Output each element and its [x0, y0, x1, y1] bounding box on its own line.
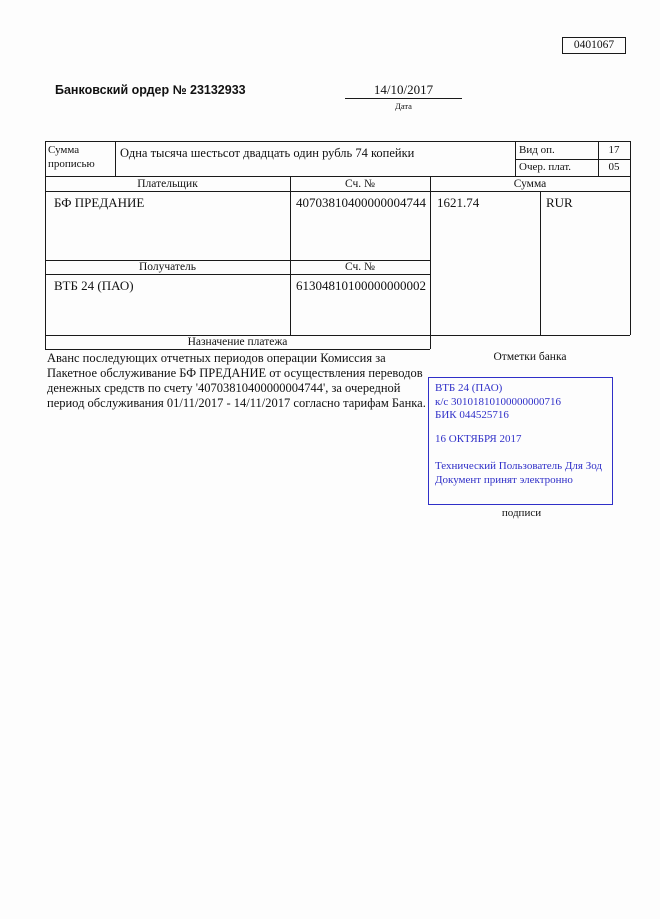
op-kind-value: 17 — [608, 144, 620, 156]
purpose-header: Назначение платежа — [187, 336, 288, 348]
amount-in-words-text: Одна тысяча шестьсот двадцать один рубль 74 копейки — [120, 146, 415, 160]
bank-stamp-box — [428, 377, 613, 505]
payer-section-header: Плательщик — [137, 178, 198, 190]
table-border-opkind-divider — [515, 159, 630, 160]
signatures-label: подписи — [501, 507, 542, 519]
payee-account: 61304810100000000002 — [296, 278, 426, 293]
table-border-payee-header-bottom — [45, 274, 430, 275]
amount-header: Сумма — [513, 178, 547, 190]
payer-account: 40703810400000004744 — [296, 195, 426, 210]
payee-section-header: Получатель — [138, 261, 197, 273]
stamp-bank-name: ВТБ 24 (ПАО) — [435, 382, 503, 394]
form-code-box — [562, 37, 626, 54]
payment-priority-value: 05 — [608, 161, 620, 173]
stamp-user: Технический Пользователь Для Зод — [435, 460, 603, 472]
payee-name: ВТБ 24 (ПАО) — [54, 278, 134, 293]
form-code: 0401067 — [573, 39, 615, 51]
bank-marks-header: Отметки банка — [493, 351, 567, 363]
date-underline — [345, 98, 462, 99]
table-border-right — [630, 141, 631, 335]
payee-account-header: Сч. № — [344, 261, 376, 273]
date-value: 14/10/2017 — [373, 82, 434, 97]
purpose-text: Аванс последующих отчетных периодов операции Комиссия за Пакетное обслуживание БФ ПРЕДАНИЕ от осуществления переводов денежных средств по счету '40703810400000004744', за очередной период обслуживания 01/11/2017 - 14/11/2017 согласно тарифам Банка. — [47, 351, 426, 410]
amount-currency: RUR — [546, 195, 573, 210]
table-border-purpose-header-bottom — [45, 349, 430, 350]
stamp-status: Документ принят электронно — [435, 473, 573, 486]
table-border-header-bottom — [45, 191, 630, 192]
table-border-name-account-divider — [290, 176, 291, 335]
stamp-corr-account: к/с 30101810100000000716 — [435, 395, 562, 408]
payment-priority-label: Очер. плат. — [519, 161, 572, 173]
amount-in-words-label: Сумма прописью — [48, 144, 95, 170]
payer-name: БФ ПРЕДАНИЕ — [54, 195, 145, 210]
table-border-top — [45, 141, 630, 142]
document-title: Банковский ордер № 23132933 — [55, 83, 246, 97]
table-border-account-sum-divider — [430, 176, 431, 349]
payer-account-header: Сч. № — [344, 178, 376, 190]
date-label: Дата — [395, 101, 412, 111]
table-border-row1-bottom — [45, 176, 630, 177]
table-border-opkind-left — [515, 141, 516, 176]
stamp-bik: БИК 044525716 — [435, 409, 509, 421]
amount-value: 1621.74 — [437, 195, 480, 210]
op-kind-label: Вид оп. — [519, 144, 555, 156]
table-border-sumlabel-right — [115, 141, 116, 176]
stamp-date: 16 ОКТЯБРЯ 2017 — [435, 432, 522, 445]
table-border-currency-divider — [540, 191, 541, 335]
table-border-left — [45, 141, 46, 349]
